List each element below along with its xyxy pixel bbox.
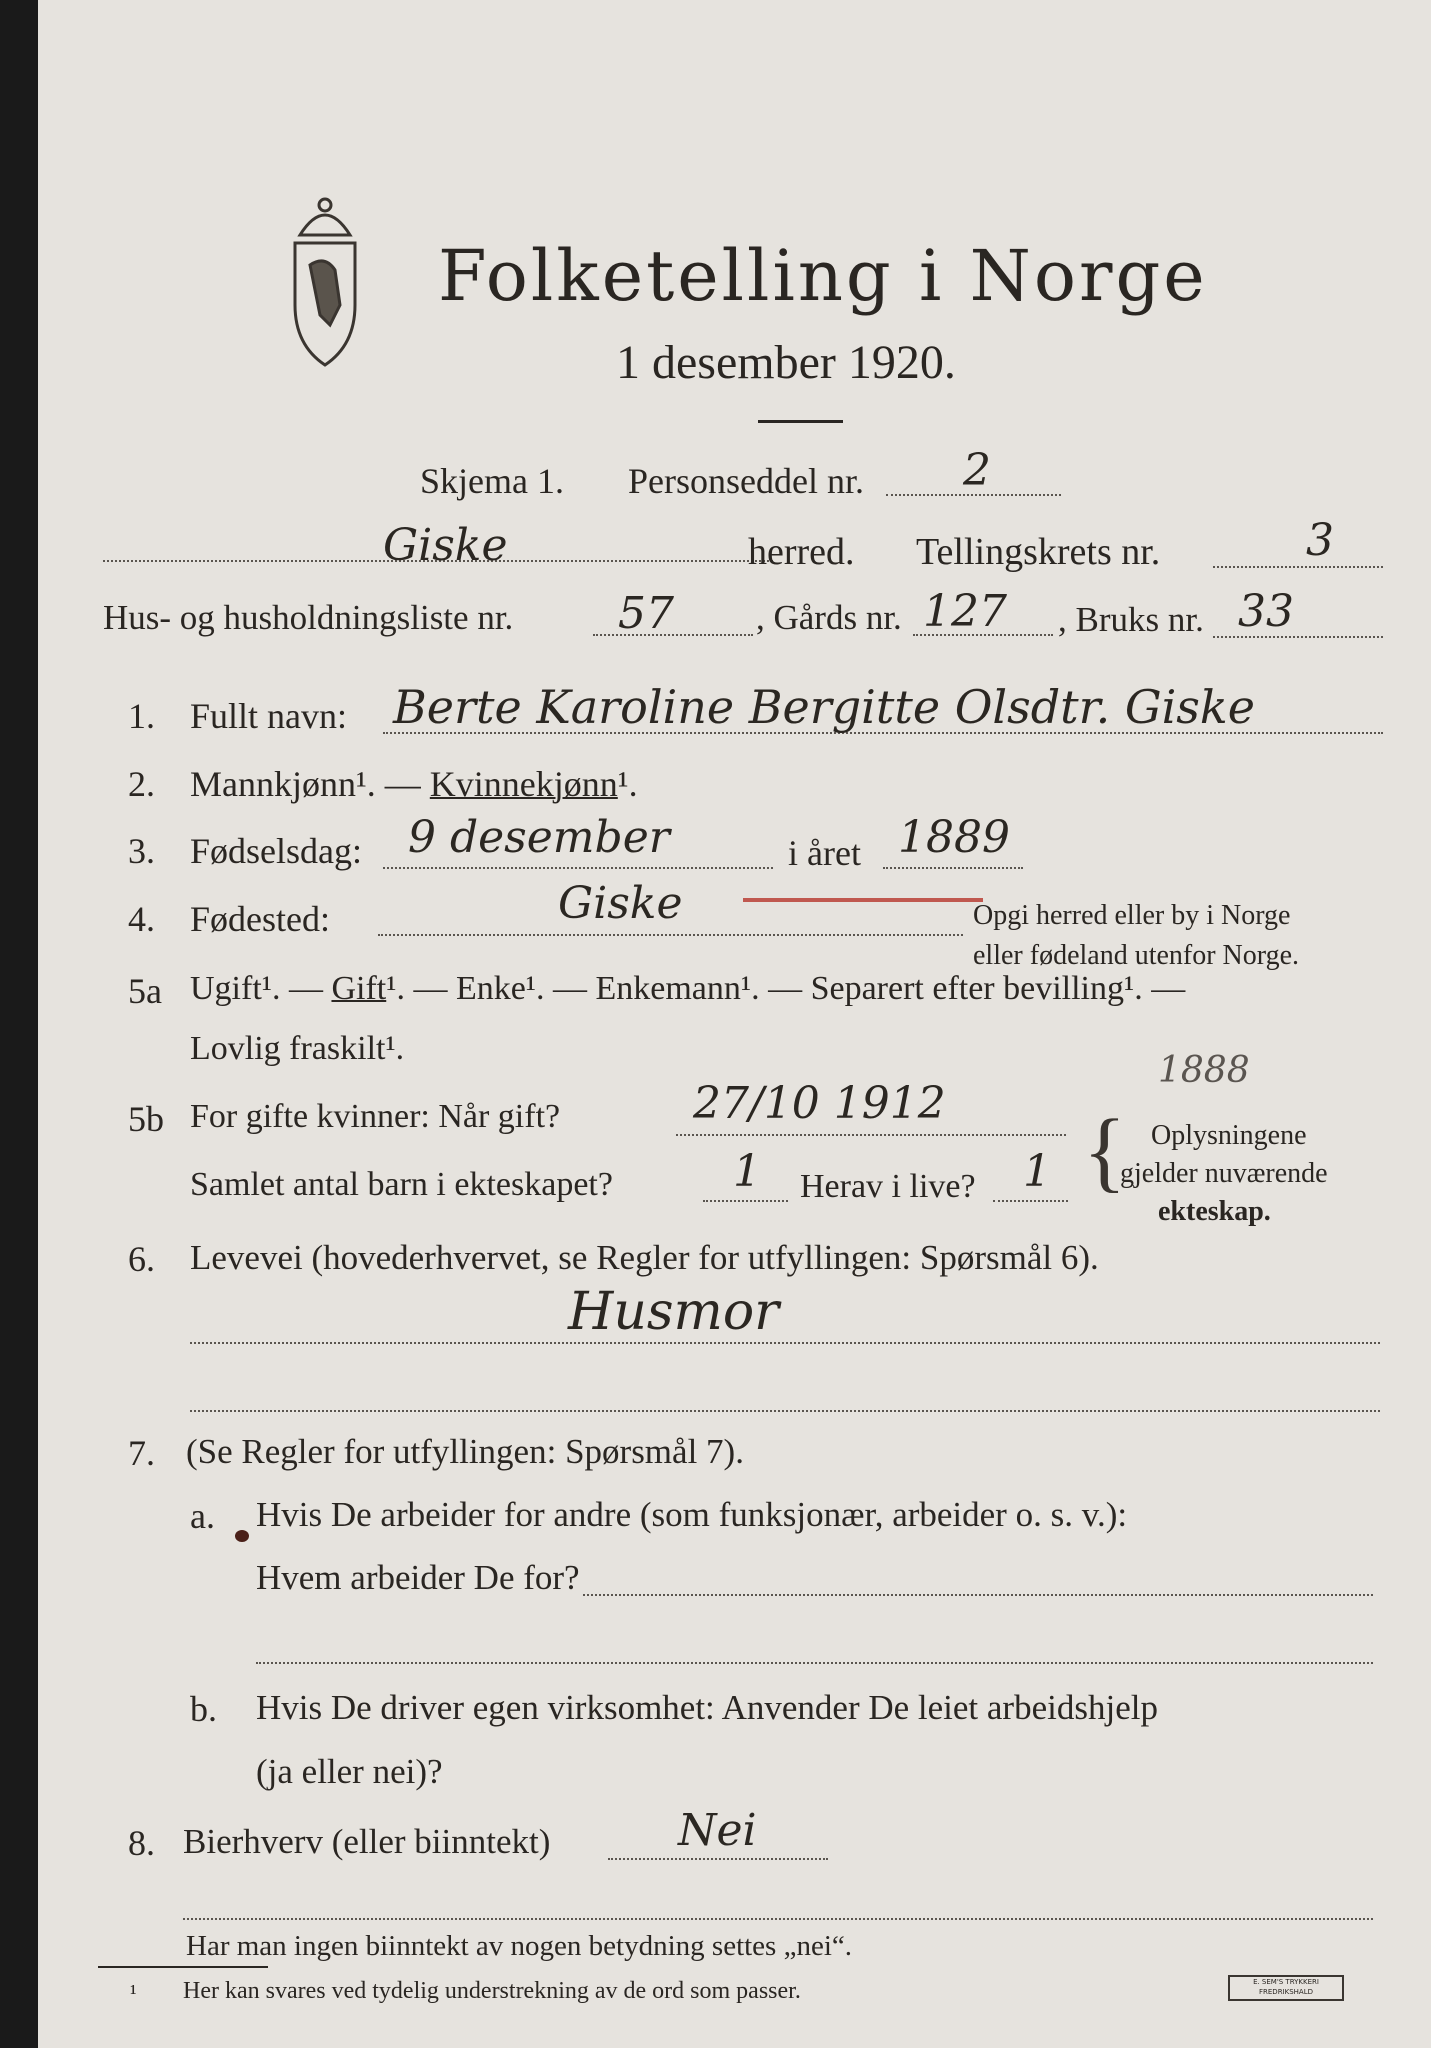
bruks-label: , Bruks nr. <box>1058 600 1204 639</box>
tellingskrets-value: 3 <box>1306 515 1334 566</box>
herred-label: herred. <box>748 531 855 573</box>
q5a-number: 5a <box>128 971 162 1011</box>
q1-full-name-value: Berte Karoline Bergitte Olsdtr. Giske <box>393 680 1256 734</box>
q7a-text: Hvis De arbeider for andre (som funksjonær, arbeider o. s. v.): <box>256 1495 1128 1534</box>
q5b-margin-note: 1888 <box>1158 1050 1250 1091</box>
q7a-sub: Hvem arbeider De for? <box>256 1558 580 1597</box>
q1-label: Fullt navn: <box>190 696 348 736</box>
form-title: Folketelling i Norge <box>438 235 1208 317</box>
q4-birthplace-value: Giske <box>558 878 683 929</box>
q5b-brace: { <box>1083 1102 1127 1201</box>
q8-side-income-value: Nei <box>678 1805 757 1856</box>
q5b-note-2: gjelder nuværende <box>1120 1158 1328 1189</box>
q3-year-value: 1889 <box>898 812 1010 863</box>
footer-note: Har man ingen biinntekt av nogen betydning settes „nei“. <box>186 1930 853 1962</box>
q2-option-female-underlined: Kvinnekjønn <box>429 764 618 804</box>
q8-number: 8. <box>128 1823 155 1863</box>
husliste-value: 57 <box>618 588 674 639</box>
q5b-marriage-date-value: 27/10 1912 <box>693 1078 946 1129</box>
census-form-sheet <box>38 0 1431 2048</box>
herred-value: Giske <box>383 520 508 571</box>
bruks-value: 33 <box>1238 586 1294 637</box>
red-pencil-mark <box>743 898 983 902</box>
form-date: 1 desember 1920. <box>616 336 956 389</box>
q7b-text: Hvis De driver egen virksomhet: Anvender De leiet arbeidshjelp <box>256 1688 1158 1727</box>
q1-number: 1. <box>128 696 155 736</box>
personseddel-value: 2 <box>963 445 991 496</box>
q5b-children-value: 1 <box>733 1146 761 1197</box>
q4-note-1: Opgi herred eller by i Norge <box>973 900 1291 931</box>
personseddel-label: Personseddel nr. <box>628 461 864 501</box>
q3-number: 3. <box>128 831 155 871</box>
gards-value: 127 <box>923 586 1007 637</box>
q5b-label: For gifte kvinner: Når gift? <box>190 1098 561 1135</box>
q5b-note-1: Oplysningene <box>1151 1120 1307 1151</box>
q5b-alive-label: Herav i live? <box>800 1168 976 1205</box>
q4-number: 4. <box>128 899 155 939</box>
skjema-label: Skjema 1. <box>420 461 564 501</box>
q3-birthday-value: 9 desember <box>408 812 670 863</box>
printer-stamp: E. SEM'S TRYKKERI FREDRIKSHALD <box>1228 1975 1344 2001</box>
q5b-number: 5b <box>128 1099 164 1139</box>
footnote-divider <box>98 1966 268 1968</box>
footnote-text: Her kan svares ved tydelig understrekning av de ord som passer. <box>183 1978 801 2004</box>
q5a-marital-status: Ugift¹. — Gift¹. — Enke¹. — Enkemann¹. — Separert efter bevilling¹. — <box>190 970 1186 1007</box>
q4-label: Fødested: <box>190 899 330 939</box>
q2-option-male: Mannkjønn¹. — <box>190 764 430 804</box>
tellingskrets-label: Tellingskrets nr. <box>916 531 1161 573</box>
q6-number: 6. <box>128 1239 155 1279</box>
q4-note-2: eller fødeland utenfor Norge. <box>973 940 1300 971</box>
title-divider <box>758 420 843 423</box>
q7-label: (Se Regler for utfyllingen: Spørsmål 7). <box>186 1432 744 1471</box>
husliste-label: Hus- og husholdningsliste nr. <box>103 598 514 637</box>
gards-label: , Gårds nr. <box>756 598 902 637</box>
coat-of-arms-icon <box>270 175 380 375</box>
q5b-alive-value: 1 <box>1023 1146 1051 1197</box>
q3-label: Fødselsdag: <box>190 831 363 871</box>
q5b-note-3: ekteskap. <box>1158 1196 1271 1227</box>
q6-occupation-value: Husmor <box>568 1282 779 1342</box>
q8-label: Bierhverv (eller biinntekt) <box>183 1822 551 1861</box>
q6-label: Levevei (hovederhvervet, se Regler for utfyllingen: Spørsmål 6). <box>190 1238 1099 1277</box>
footnote-mark: ¹ <box>130 1980 137 2005</box>
q2-number: 2. <box>128 764 155 804</box>
q7b-sub: (ja eller nei)? <box>256 1752 443 1791</box>
q5a-divorced: Lovlig fraskilt¹. <box>190 1030 405 1067</box>
q5a-option-married-underlined: Gift <box>331 970 387 1007</box>
q3-year-label: i året <box>788 833 861 873</box>
ink-blot <box>235 1530 249 1542</box>
q7b-letter: b. <box>190 1689 217 1729</box>
q5b-children-label: Samlet antal barn i ekteskapet? <box>190 1166 613 1203</box>
q7a-letter: a. <box>190 1496 215 1536</box>
q2-gender: Mannkjønn¹. — Kvinnekjønn¹. <box>190 764 638 804</box>
q7-number: 7. <box>128 1433 155 1473</box>
